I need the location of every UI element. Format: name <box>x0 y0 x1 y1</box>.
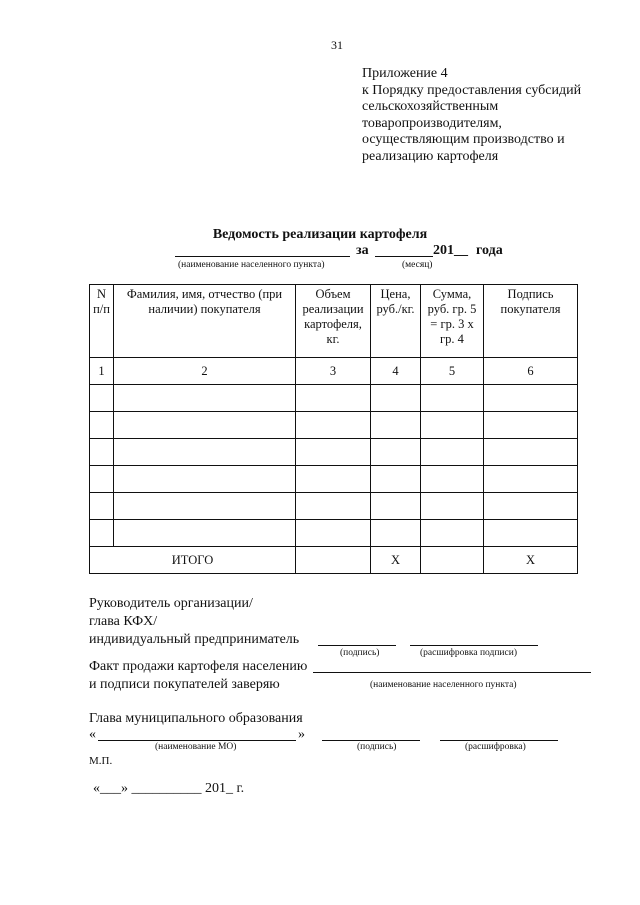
document-title: Ведомость реализации картофеля <box>212 227 428 242</box>
head-signature-caption: (подпись) <box>340 648 380 658</box>
column-number: 4 <box>371 358 421 385</box>
table-cell[interactable] <box>90 439 114 466</box>
table-cell[interactable] <box>296 520 371 547</box>
column-number: 1 <box>90 358 114 385</box>
mo-name-line[interactable] <box>98 740 296 741</box>
table-cell[interactable] <box>114 412 296 439</box>
place-underline <box>175 256 350 257</box>
table-cell[interactable] <box>296 493 371 520</box>
header-cell: Объем реализации картофеля, кг. <box>296 285 371 358</box>
total-price-cell: Х <box>371 547 421 574</box>
table-cell[interactable] <box>296 466 371 493</box>
appendix-line: сельскохозяйственным <box>362 99 499 114</box>
municipal-decode-line[interactable] <box>440 740 558 741</box>
fact-place-line[interactable] <box>313 672 591 673</box>
appendix-line: к Порядку предоставления субсидий <box>362 82 582 98</box>
table-cell[interactable] <box>90 466 114 493</box>
table-cell[interactable] <box>484 412 578 439</box>
table-cell[interactable] <box>371 412 421 439</box>
table-cell[interactable] <box>371 493 421 520</box>
table-cell[interactable] <box>371 520 421 547</box>
quote-close: » <box>298 727 305 742</box>
total-sum-cell[interactable] <box>421 547 484 574</box>
table-cell[interactable] <box>371 439 421 466</box>
head-decode-caption: (расшифровка подписи) <box>420 648 517 658</box>
table-cell[interactable] <box>371 385 421 412</box>
table-cell[interactable] <box>421 385 484 412</box>
total-signature-cell: Х <box>484 547 578 574</box>
header-cell: Подпись покупателя <box>484 285 578 358</box>
column-number-row <box>90 358 578 385</box>
table-cell[interactable] <box>421 520 484 547</box>
page-number: 31 <box>331 38 343 52</box>
month-caption: (месяц) <box>402 260 433 270</box>
table-cell[interactable] <box>296 385 371 412</box>
table-cell[interactable] <box>421 439 484 466</box>
table-cell[interactable] <box>90 412 114 439</box>
table-cell[interactable] <box>114 439 296 466</box>
appendix-line: товаропроизводителям, <box>362 115 502 131</box>
table-row <box>90 412 578 439</box>
total-label: ИТОГО <box>90 547 296 574</box>
table-cell[interactable] <box>90 520 114 547</box>
table-cell[interactable] <box>90 385 114 412</box>
table-row <box>90 520 578 547</box>
table-header-row <box>90 285 578 358</box>
head-line-1: Руководитель организации/ <box>89 596 253 611</box>
table-row <box>90 466 578 493</box>
total-volume-cell[interactable] <box>296 547 371 574</box>
fact-line-2: и подписи покупателей заверяю <box>89 677 280 692</box>
total-row <box>90 547 578 574</box>
table-cell[interactable] <box>296 412 371 439</box>
table-cell[interactable] <box>484 493 578 520</box>
head-line-3: индивидуальный предприниматель <box>89 632 300 647</box>
table-cell[interactable] <box>114 520 296 547</box>
date-line: «___» __________ 201_ г. <box>93 781 245 796</box>
appendix-line: Приложение 4 <box>362 66 448 81</box>
table-cell[interactable] <box>114 466 296 493</box>
municipal-decode-caption: (расшифровка) <box>465 742 526 752</box>
header-cell: N п/п <box>90 285 114 358</box>
table-cell[interactable] <box>484 520 578 547</box>
goda-label: года <box>476 243 503 258</box>
municipal-signature-line[interactable] <box>322 740 420 741</box>
appendix-line: осуществляющим производство и <box>362 132 565 147</box>
header-cell: Фамилия, имя, отчество (при наличии) покупателя <box>114 285 296 358</box>
table-row <box>90 439 578 466</box>
head-line-2: глава КФХ/ <box>89 614 158 629</box>
column-number: 2 <box>114 358 296 385</box>
column-number: 5 <box>421 358 484 385</box>
year-label: 201__ <box>433 243 468 258</box>
fact-line-1: Факт продажи картофеля населению <box>89 659 308 674</box>
head-signature-line[interactable] <box>318 645 396 646</box>
table-row <box>90 385 578 412</box>
table-cell[interactable] <box>484 439 578 466</box>
header-cell: Сумма, руб. гр. 5 = гр. 3 х гр. 4 <box>421 285 484 358</box>
appendix-note <box>362 66 581 165</box>
sales-table <box>89 284 578 574</box>
appendix-line: реализацию картофеля <box>362 148 499 164</box>
municipal-signature-caption: (подпись) <box>357 742 397 752</box>
column-number: 3 <box>296 358 371 385</box>
table-cell[interactable] <box>90 493 114 520</box>
head-decode-line[interactable] <box>410 645 538 646</box>
stamp-mark: М.П. <box>89 755 113 767</box>
table-cell[interactable] <box>114 385 296 412</box>
column-number: 6 <box>484 358 578 385</box>
table-cell[interactable] <box>421 412 484 439</box>
table-cell[interactable] <box>421 493 484 520</box>
table-row <box>90 493 578 520</box>
table-cell[interactable] <box>484 466 578 493</box>
month-underline <box>375 256 433 257</box>
table-cell[interactable] <box>114 493 296 520</box>
header-cell: Цена, руб./кг. <box>371 285 421 358</box>
municipal-head: Глава муниципального образования <box>89 711 303 726</box>
za-label: за <box>356 243 369 258</box>
table-cell[interactable] <box>421 466 484 493</box>
fact-place-caption: (наименование населенного пункта) <box>370 680 517 690</box>
table-cell[interactable] <box>371 466 421 493</box>
quote-open: « <box>89 727 96 742</box>
place-caption: (наименование населенного пункта) <box>178 260 325 270</box>
table-cell[interactable] <box>484 385 578 412</box>
mo-caption: (наименование МО) <box>155 742 237 752</box>
table-cell[interactable] <box>296 439 371 466</box>
